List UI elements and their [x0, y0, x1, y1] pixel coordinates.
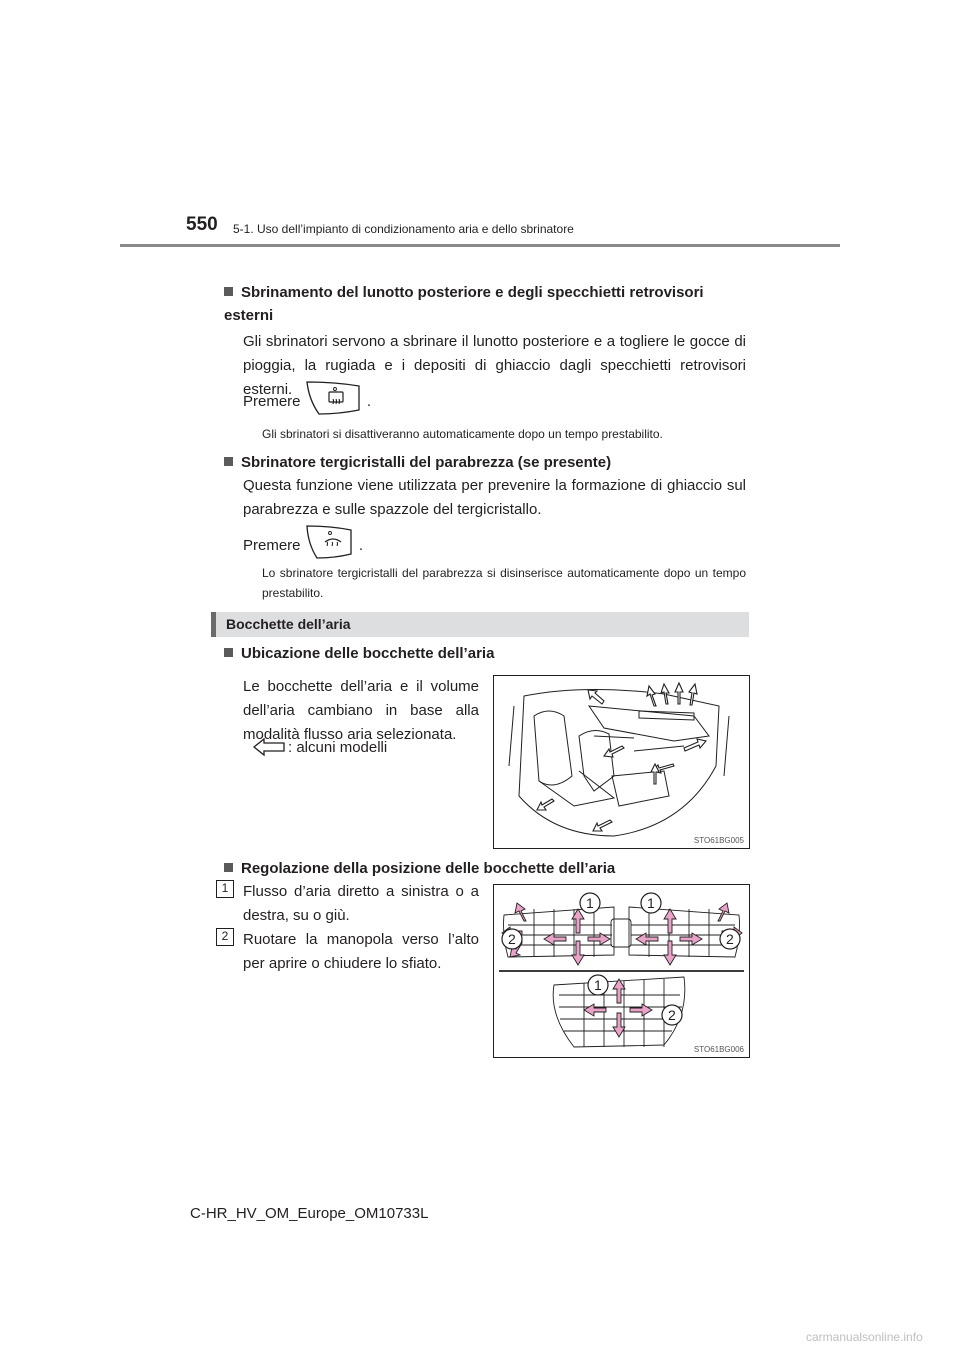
wiper-deicer-body: Questa funzione viene utilizzata per prevenire la formazione di ghiaccio sul parabrezza e sulle spazzole del tergicristallo.: [243, 477, 746, 518]
airflow-arrow-icon: [252, 736, 286, 763]
header-rule: [120, 244, 840, 247]
defogger-press-line: Premere .: [243, 380, 746, 424]
svg-text:2: 2: [508, 931, 516, 947]
section-title: Bocchette dell’aria: [226, 616, 351, 632]
svg-text:2: 2: [668, 1007, 676, 1023]
legend-row: [252, 736, 492, 760]
figure-code: STO61BG005: [693, 836, 744, 845]
item-text-1: Flusso d’aria diretto a sinistra o a destra, su o giù.: [243, 883, 479, 924]
wiper-deicer-note: Lo sbrinatore tergicristalli del parabrezza si disinserisce automaticamente dopo un tempo prestabilito.: [262, 566, 746, 600]
defogger-heading-block: [224, 281, 746, 327]
wiper-deicer-heading: Sbrinatore tergicristalli del parabrezza (se presente): [224, 451, 746, 474]
defogger-note: Gli sbrinatori si disattiveranno automaticamente dopo un tempo prestabilito.: [262, 427, 663, 441]
item-text-2: Ruotare la manopola verso l’alto per aprire o chiudere lo sfiato.: [243, 931, 479, 972]
section-bar-air-vents: [211, 612, 749, 637]
rear-defogger-button-icon: [305, 380, 363, 424]
item-number-1: 1: [216, 880, 234, 898]
vent-illustration: [494, 885, 749, 1057]
svg-text:1: 1: [647, 895, 655, 911]
press-label: Premere: [243, 536, 301, 554]
cabin-illustration: [494, 676, 749, 848]
figure-code: STO61BG006: [693, 1045, 744, 1054]
defogger-body: Gli sbrinatori servono a sbrinare il lunotto posteriore e a togliere le gocce di pioggia, la rugiada e i depositi di ghiaccio dagli specchietti retrovisori esterni.: [243, 333, 746, 398]
defogger-heading: Sbrinamento del lunotto posteriore e degli specchietti retrovisori esterni: [224, 284, 704, 324]
item-number-2: 2: [216, 928, 234, 946]
bullet-square-icon: [224, 457, 233, 466]
vent-location-figure: [493, 675, 750, 849]
svg-text:2: 2: [726, 931, 734, 947]
vent-location-heading: Ubicazione delle bocchette dell’aria: [224, 642, 746, 665]
document-id: C-HR_HV_OM_Europe_OM10733L: [190, 1205, 429, 1222]
bullet-square-icon: [224, 863, 233, 872]
vent-adjust-heading: Regolazione della posizione delle bocchette dell’aria: [224, 857, 746, 880]
wiper-deicer-button-icon: [305, 524, 355, 568]
vent-location-body: Le bocchette dell’aria e il volume dell’aria cambiano in base alla modalità flusso aria selezionata.: [243, 678, 479, 743]
vent-adjust-figure: [493, 884, 750, 1058]
svg-text:1: 1: [586, 895, 594, 911]
bullet-square-icon: [224, 648, 233, 657]
svg-text:1: 1: [594, 977, 602, 993]
page-number: 550: [186, 214, 218, 235]
chapter-title: 5-1. Uso dell’impianto di condizionamento aria e dello sbrinatore: [233, 222, 574, 236]
wiper-deicer-press-line: Premere .: [243, 524, 746, 568]
legend-text: : alcuni modelli: [288, 739, 388, 756]
press-label: Premere: [243, 392, 301, 410]
watermark[interactable]: carmanualsonline.info: [806, 1330, 923, 1344]
bullet-square-icon: [224, 287, 233, 296]
